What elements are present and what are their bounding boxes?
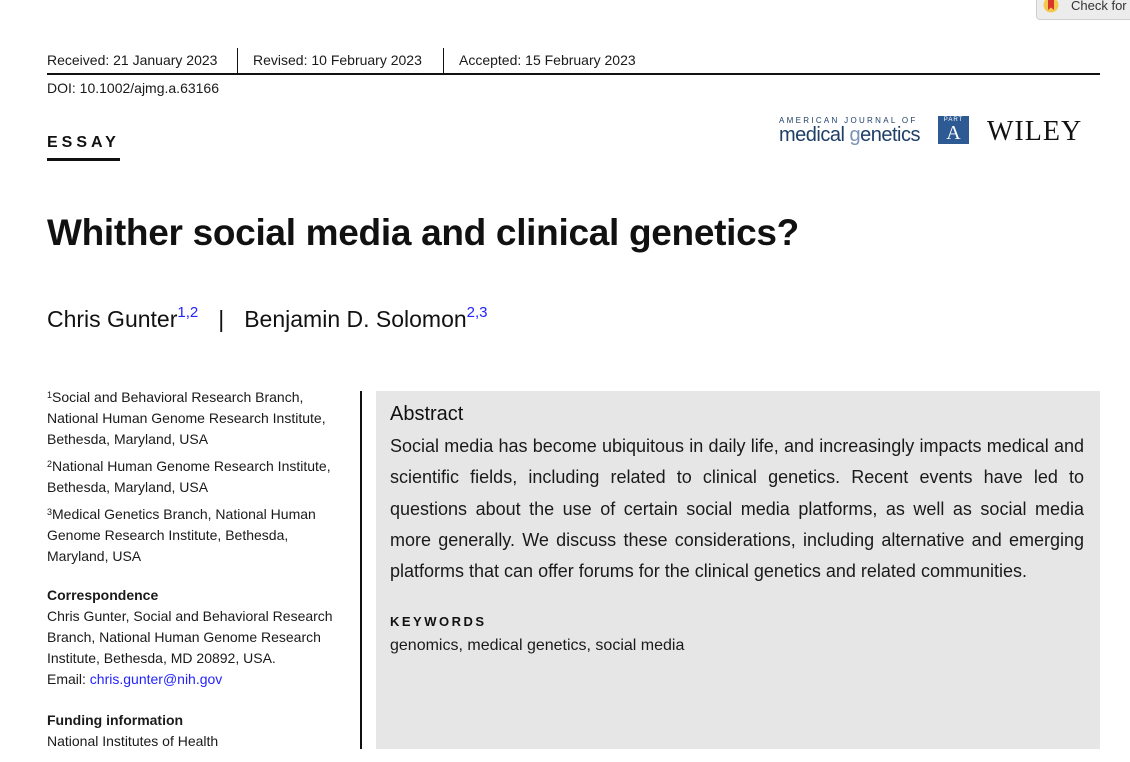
- column-divider: [360, 391, 362, 749]
- funding-heading: Funding information: [47, 712, 184, 728]
- correspondence-email: Email: chris.gunter@nih.gov: [47, 671, 223, 687]
- funding-text: National Institutes of Health: [47, 733, 219, 749]
- bookmark-icon: [1043, 0, 1059, 13]
- article-info-column: [47, 387, 347, 752]
- abstract-text: Social media has become ubiquitous in daily life, and increasingly impacts medical and scientific fields, including related to clinical genetics. Recent events have led to questions about the use of certain social media platforms, as well as social media more generally. We discuss these considerations, including alternative and emerging platforms that can offer forums for the clinical genetics and related communities.: [390, 436, 1084, 582]
- publisher-logo: WILEY: [987, 116, 1083, 147]
- affiliation: $^1$Social and Behavioral Research Branch, National Human Genome Research Institute, Bethesda, Maryland, USA: [47, 389, 326, 447]
- author-name[interactable]: Chris Gunter: [47, 306, 178, 332]
- affiliation: $^3$Medical Genetics Branch, National Human Genome Research Institute, Bethesda, Maryland, USA: [47, 506, 316, 564]
- email-link[interactable]: chris.gunter@nih.gov: [89, 671, 223, 687]
- header-rule: [47, 73, 1100, 75]
- doi[interactable]: DOI: 10.1002/ajmg.a.63166: [47, 80, 220, 96]
- article-type-label: ESSAY: [47, 134, 120, 151]
- received-date: Received: 21 January 2023: [47, 52, 218, 68]
- keywords-list: genomics, medical genetics, social media: [390, 637, 685, 654]
- abstract-heading: Abstract: [390, 403, 464, 425]
- author-name[interactable]: Benjamin D. Solomon: [244, 306, 467, 332]
- journal-name-accent: g: [849, 124, 861, 146]
- history-divider: [237, 48, 238, 73]
- correspondence-text: Chris Gunter, Social and Behavioral Research Branch, National Human Genome Research Institute, Bethesda, MD 20892, USA.: [47, 608, 333, 666]
- check-for-updates-badge[interactable]: [1036, 0, 1130, 20]
- correspondence-heading: Correspondence: [47, 587, 159, 603]
- journal-part-label: PART: [943, 117, 964, 123]
- journal-part-badge: [938, 116, 969, 144]
- keywords-heading: KEYWORDS: [390, 614, 487, 629]
- affiliation: $^2$National Human Genome Research Institute, Bethesda, Maryland, USA: [47, 458, 331, 495]
- check-for-updates-label: Check for: [1071, 0, 1127, 13]
- author-separator: |: [218, 306, 225, 332]
- article-type-underline: [47, 158, 120, 161]
- article-title: Whither social media and clinical genetics?: [47, 212, 799, 253]
- history-divider: [443, 48, 444, 73]
- journal-name: medical genetics: [779, 124, 920, 146]
- journal-top-line: AMERICAN JOURNAL OF: [779, 116, 918, 125]
- author-affiliation-ref[interactable]: 1,2: [177, 304, 199, 321]
- author-affiliation-ref[interactable]: 2,3: [466, 304, 488, 321]
- abstract-box: [376, 391, 1100, 749]
- journal-part-letter: A: [946, 122, 961, 144]
- revised-date: Revised: 10 February 2023: [253, 52, 422, 68]
- author-list: [47, 306, 488, 333]
- journal-logo: [779, 116, 964, 150]
- accepted-date: Accepted: 15 February 2023: [459, 52, 636, 68]
